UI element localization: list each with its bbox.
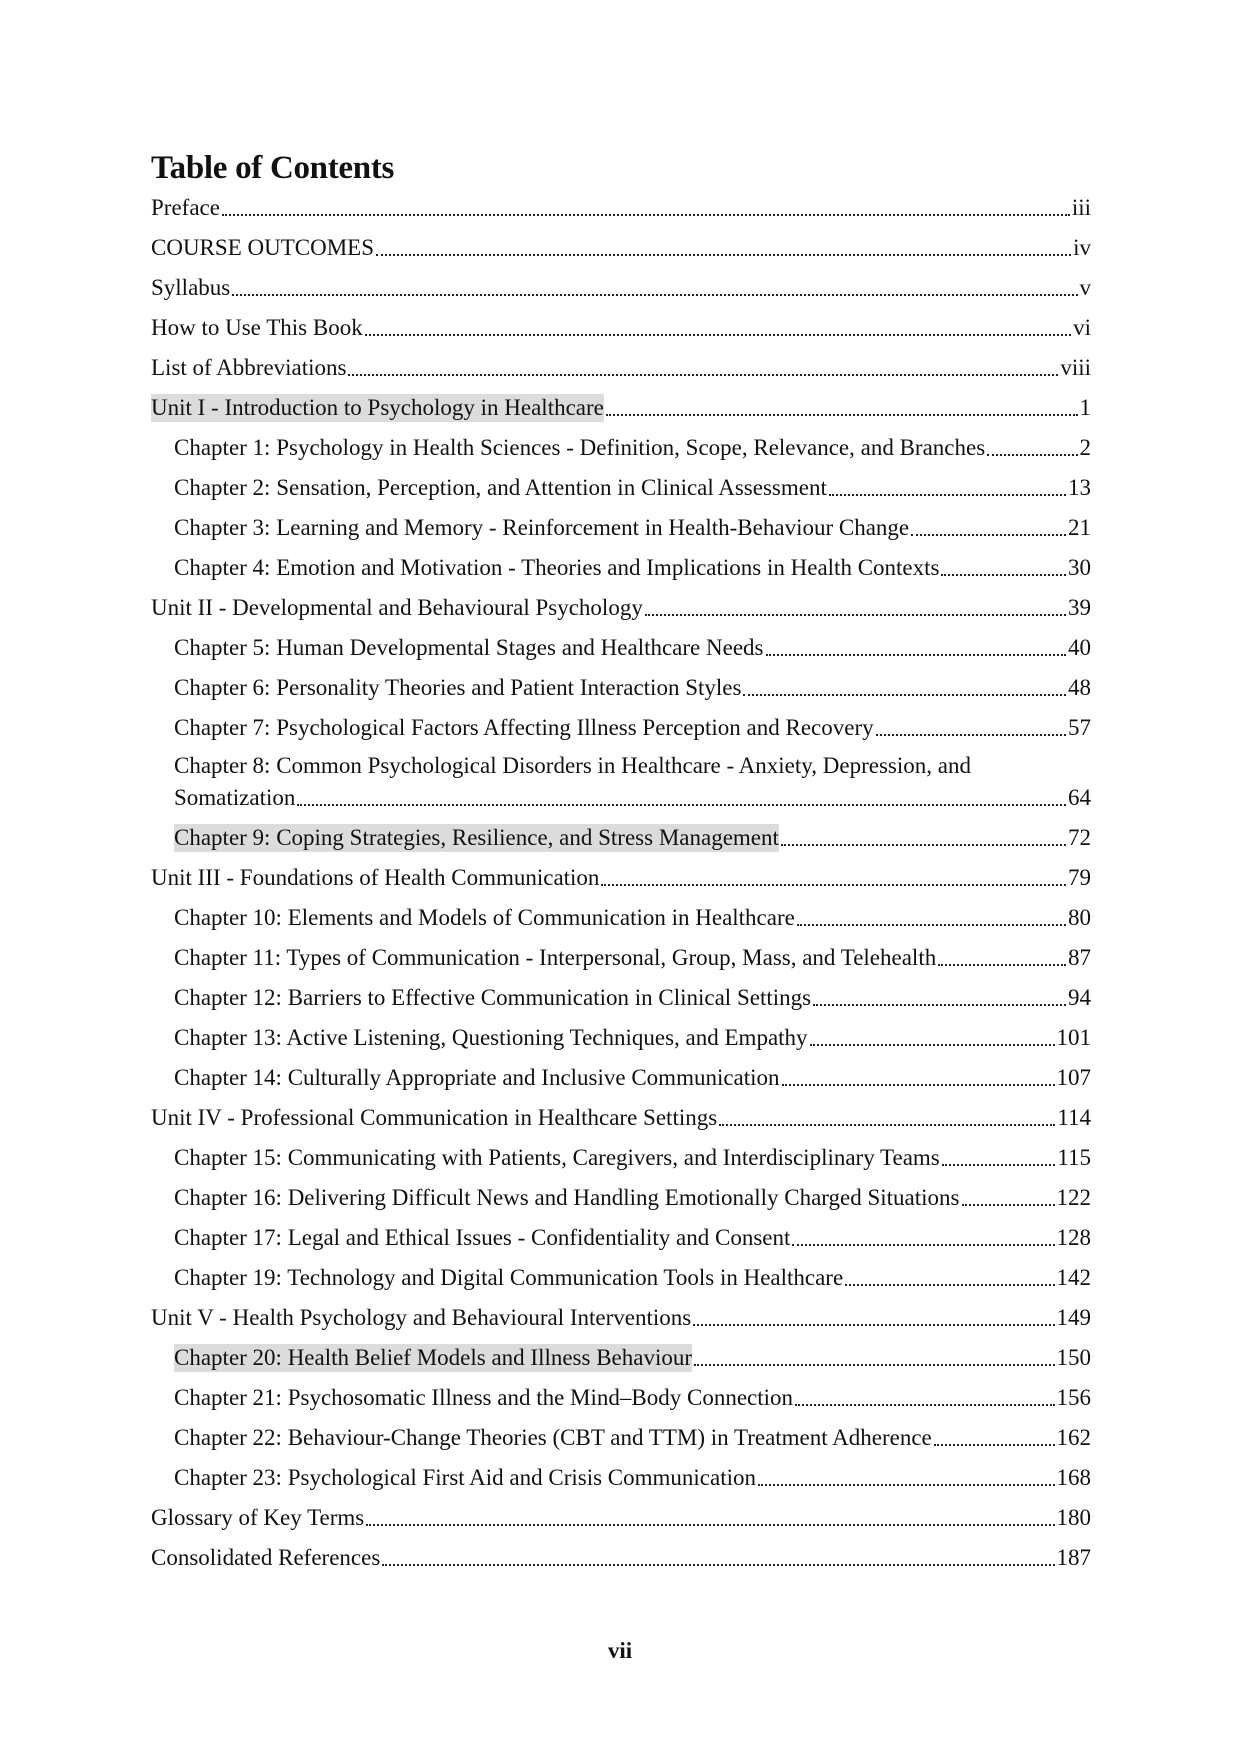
toc-entry-label: Chapter 5: Human Developmental Stages and Healthcare Needs <box>174 635 764 660</box>
dot-leader <box>366 1524 1054 1526</box>
toc-entry-label: Chapter 17: Legal and Ethical Issues - Confidentiality and Consent <box>174 1225 791 1250</box>
toc-title: Table of Contents <box>151 150 395 186</box>
toc-entry-label: Syllabus <box>151 275 231 300</box>
toc-page-number: 87 <box>1068 945 1091 970</box>
toc-entry-unit[interactable] <box>151 268 1091 308</box>
toc-entry-label: Glossary of Key Terms <box>151 1505 365 1530</box>
toc-entry-label: Consolidated References <box>151 1545 381 1570</box>
toc-entry-chapter[interactable] <box>151 818 1091 858</box>
toc-list <box>151 188 1091 1578</box>
toc-page-number: viii <box>1060 355 1091 380</box>
toc-entry-label: Chapter 16: Delivering Difficult News and Handling Emotionally Charged Situations <box>174 1185 960 1210</box>
dot-leader <box>348 374 1058 376</box>
toc-page-number: 2 <box>1079 435 1091 460</box>
toc-entry-chapter[interactable] <box>151 1178 1091 1218</box>
toc-entry-chapter[interactable] <box>151 748 1091 818</box>
toc-entry-label: List of Abbreviations <box>151 355 347 380</box>
dot-leader <box>781 844 1066 846</box>
toc-page-number: 30 <box>1068 555 1091 580</box>
toc-entry-label: Chapter 13: Active Listening, Questioning Techniques, and Empathy <box>174 1025 808 1050</box>
page-number: vii <box>607 1638 633 1663</box>
dot-leader <box>376 254 1071 256</box>
toc-entry-label: Chapter 15: Communicating with Patients, Caregivers, and Interdisciplinary Teams <box>174 1145 940 1170</box>
toc-page-number: 1 <box>1079 395 1091 420</box>
toc-entry-label: Unit IV - Professional Communication in Healthcare Settings <box>151 1105 718 1130</box>
toc-entry-label: COURSE OUTCOMES <box>151 235 375 260</box>
toc-entry-label: Chapter 2: Sensation, Perception, and Attention in Clinical Assessment <box>174 475 827 500</box>
toc-page-number: 72 <box>1068 825 1091 850</box>
toc-page-number: 94 <box>1068 985 1091 1010</box>
dot-leader <box>365 334 1071 336</box>
toc-entry-chapter[interactable] <box>151 708 1091 748</box>
dot-leader <box>829 494 1066 496</box>
dot-leader <box>795 1404 1054 1406</box>
dot-leader <box>942 1164 1056 1166</box>
dot-leader <box>792 1244 1054 1246</box>
dot-leader <box>606 414 1078 416</box>
toc-entry-unit[interactable] <box>151 1538 1091 1578</box>
toc-entry-label: How to Use This Book <box>151 315 363 340</box>
toc-entry-label: Chapter 6: Personality Theories and Patient Interaction Styles <box>174 675 742 700</box>
dot-leader <box>222 214 1070 216</box>
dot-leader <box>813 1004 1066 1006</box>
toc-page-number: 79 <box>1068 865 1091 890</box>
toc-entry-label-continued: Somatization <box>174 785 296 810</box>
dot-leader <box>845 1284 1054 1286</box>
toc-entry-chapter[interactable] <box>151 1218 1091 1258</box>
toc-page-number: 40 <box>1068 635 1091 660</box>
toc-entry-unit[interactable] <box>151 388 1091 428</box>
toc-page-number: 150 <box>1056 1345 1091 1370</box>
toc-page-number: 156 <box>1056 1385 1091 1410</box>
toc-page-number: 187 <box>1056 1545 1091 1570</box>
toc-entry-unit[interactable] <box>151 1098 1091 1138</box>
toc-page-number: 168 <box>1056 1465 1091 1490</box>
toc-entry-unit[interactable] <box>151 858 1091 898</box>
toc-page-number: 128 <box>1056 1225 1091 1250</box>
dot-leader <box>645 614 1066 616</box>
toc-page-number: 180 <box>1056 1505 1091 1530</box>
toc-entry-chapter[interactable] <box>151 1378 1091 1418</box>
toc-entry-chapter[interactable] <box>151 978 1091 1018</box>
toc-entry-label: Chapter 4: Emotion and Motivation - Theories and Implications in Health Contexts <box>174 555 940 580</box>
toc-entry-label: Chapter 3: Learning and Memory - Reinforcement in Health-Behaviour Change <box>174 515 910 540</box>
toc-entry-label: Chapter 1: Psychology in Health Sciences - Definition, Scope, Relevance, and Branches <box>174 435 986 460</box>
dot-leader <box>876 734 1066 736</box>
toc-entry-label: Chapter 14: Culturally Appropriate and Inclusive Communication <box>174 1065 780 1090</box>
toc-page-number: 162 <box>1056 1425 1091 1450</box>
toc-entry-unit[interactable] <box>151 308 1091 348</box>
toc-page-number: 64 <box>1068 785 1091 810</box>
toc-entry-chapter[interactable] <box>151 1418 1091 1458</box>
toc-page-number: 122 <box>1056 1185 1091 1210</box>
toc-entry-unit[interactable] <box>151 188 1091 228</box>
dot-leader <box>782 1084 1055 1086</box>
toc-page-number: 48 <box>1068 675 1091 700</box>
toc-page-number: 80 <box>1068 905 1091 930</box>
dot-leader <box>934 1444 1055 1446</box>
dot-leader <box>382 1564 1054 1566</box>
toc-entry-chapter[interactable] <box>151 1058 1091 1098</box>
toc-entry-chapter[interactable] <box>151 1258 1091 1298</box>
toc-entry-unit[interactable] <box>151 1498 1091 1538</box>
dot-leader <box>232 294 1077 296</box>
toc-entry-label: Chapter 23: Psychological First Aid and Crisis Communication <box>174 1465 756 1490</box>
toc-entry-label: Unit II - Developmental and Behavioural Psychology <box>151 595 643 620</box>
toc-entry-label: Unit I - Introduction to Psychology in Healthcare <box>151 395 604 420</box>
dot-leader <box>601 884 1066 886</box>
toc-page-number: 114 <box>1057 1105 1091 1130</box>
toc-entry-chapter[interactable] <box>151 508 1091 548</box>
toc-entry-label: Chapter 21: Psychosomatic Illness and the Mind–Body Connection <box>174 1385 794 1410</box>
dot-leader <box>758 1484 1055 1486</box>
toc-page-number: iv <box>1073 235 1091 260</box>
toc-entry-label: Unit III - Foundations of Health Communication <box>151 865 600 890</box>
dot-leader <box>766 654 1067 656</box>
toc-page-number: 21 <box>1068 515 1091 540</box>
toc-entry-unit[interactable] <box>151 588 1091 628</box>
toc-entry-label: Preface <box>151 195 220 220</box>
toc-entry-label: Unit V - Health Psychology and Behavioural Interventions <box>151 1305 692 1330</box>
toc-entry-chapter[interactable] <box>151 548 1091 588</box>
toc-entry-label: Chapter 10: Elements and Models of Communication in Healthcare <box>174 905 795 930</box>
toc-page-number: v <box>1079 275 1091 300</box>
toc-entry-label: Chapter 22: Behaviour-Change Theories (CBT and TTM) in Treatment Adherence <box>174 1425 932 1450</box>
toc-entry-label: Chapter 7: Psychological Factors Affecting Illness Perception and Recovery <box>174 715 874 740</box>
dot-leader <box>941 574 1066 576</box>
toc-page-number: 107 <box>1056 1065 1091 1090</box>
dot-leader <box>810 1044 1055 1046</box>
toc-entry-label: Chapter 19: Technology and Digital Communication Tools in Healthcare <box>174 1265 844 1290</box>
toc-page-number: 39 <box>1068 595 1091 620</box>
toc-page-number: 13 <box>1068 475 1091 500</box>
toc-entry-label: Chapter 12: Barriers to Effective Communication in Clinical Settings <box>174 985 812 1010</box>
toc-page-number: iii <box>1071 195 1091 220</box>
toc-entry-label: Chapter 8: Common Psychological Disorders in Healthcare - Anxiety, Depression, and <box>174 753 971 778</box>
dot-leader <box>719 1124 1055 1126</box>
toc-entry-chapter[interactable] <box>151 1018 1091 1058</box>
dot-leader <box>911 534 1066 536</box>
toc-entry-chapter[interactable] <box>151 468 1091 508</box>
toc-page-number: 149 <box>1056 1305 1091 1330</box>
toc-page-number: vi <box>1073 315 1091 340</box>
toc-page-number: 142 <box>1056 1265 1091 1290</box>
toc-entry-chapter[interactable] <box>151 938 1091 978</box>
toc-entry-chapter[interactable] <box>151 668 1091 708</box>
dot-leader <box>297 804 1066 806</box>
toc-entry-chapter[interactable] <box>151 428 1091 468</box>
dot-leader <box>743 694 1066 696</box>
toc-entry-unit[interactable] <box>151 1298 1091 1338</box>
toc-entry-chapter[interactable] <box>151 1138 1091 1178</box>
toc-page-number: 115 <box>1057 1145 1091 1170</box>
dot-leader <box>693 1324 1054 1326</box>
toc-entry-chapter[interactable] <box>151 628 1091 668</box>
toc-entry-unit[interactable] <box>151 228 1091 268</box>
dot-leader <box>987 454 1077 456</box>
dot-leader <box>938 964 1066 966</box>
toc-entry-label: Chapter 11: Types of Communication - Interpersonal, Group, Mass, and Telehealth <box>174 945 937 970</box>
toc-entry-unit[interactable] <box>151 348 1091 388</box>
toc-entry-label: Chapter 20: Health Belief Models and Illness Behaviour <box>174 1345 693 1370</box>
toc-entry-chapter[interactable] <box>151 1338 1091 1378</box>
toc-entry-chapter[interactable] <box>151 1458 1091 1498</box>
toc-page-number: 101 <box>1056 1025 1091 1050</box>
toc-entry-chapter[interactable] <box>151 898 1091 938</box>
toc-entry-label: Chapter 9: Coping Strategies, Resilience, and Stress Management <box>174 825 779 850</box>
dot-leader <box>797 924 1066 926</box>
dot-leader <box>694 1364 1054 1366</box>
toc-page-number: 57 <box>1068 715 1091 740</box>
dot-leader <box>962 1204 1055 1206</box>
